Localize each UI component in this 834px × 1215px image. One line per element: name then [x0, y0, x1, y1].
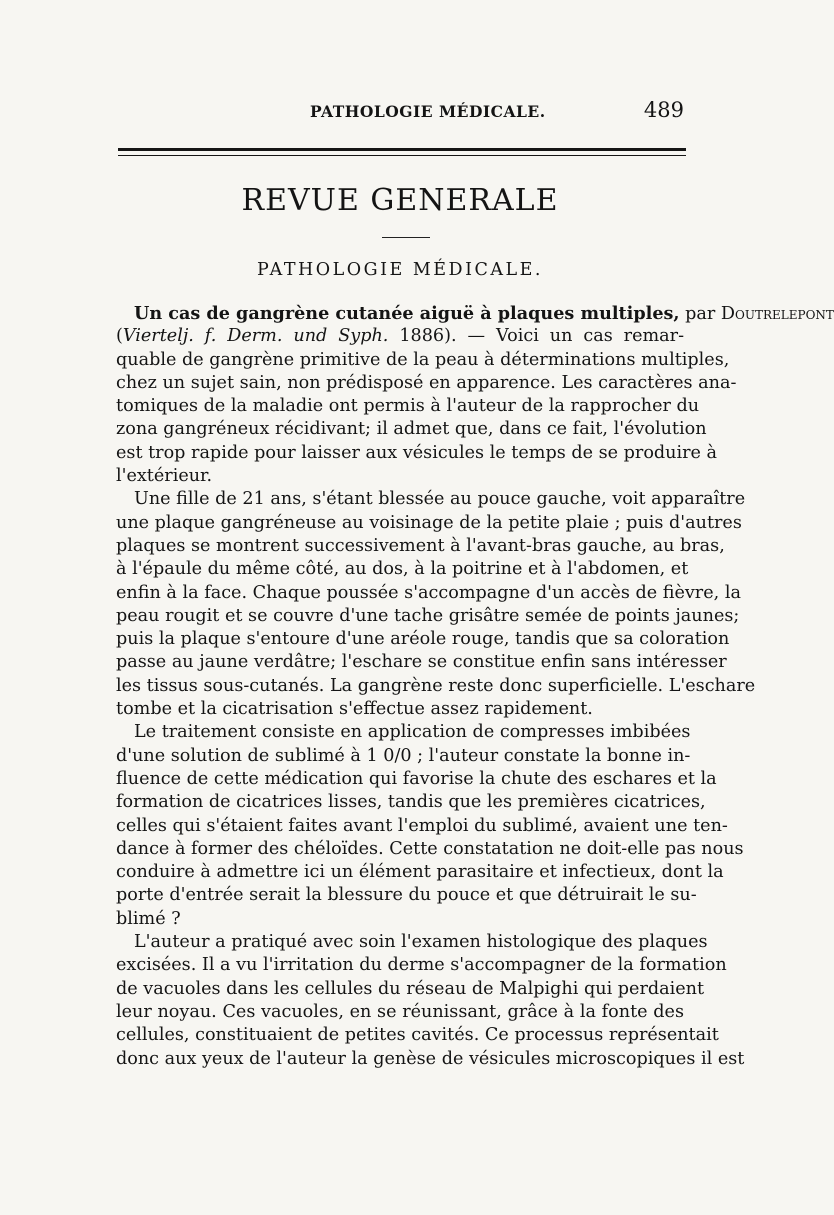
text-line: tombe et la cicatrisation s'effectue assez rapidement. — [116, 699, 593, 720]
article-heading-line — [116, 302, 834, 325]
text-line: Une fille de 21 ans, s'étant blessée au pouce gauche, voit apparaître — [134, 489, 746, 510]
text-line: les tissus sous-cutanés. La gangrène reste donc superficielle. L'eschare — [116, 675, 756, 696]
text-line: chez un sujet sain, non prédisposé en apparence. Les caractères ana- — [116, 372, 737, 393]
text-line: à l'épaule du même côté, au dos, à la poitrine et à l'abdomen, et — [116, 559, 689, 580]
text-line: porte d'entrée serait la blessure du pouce et que détruirait le su- — [116, 885, 697, 906]
journal-name: Viertelj. f. Derm. und Syph. — [122, 326, 389, 347]
text-line: blimé ? — [116, 908, 181, 929]
text-line: leur noyau. Ces vacuoles, en se réunissant, grâce à la fonte des — [116, 1001, 684, 1022]
text-line: l'extérieur. — [116, 466, 213, 487]
text-line: passe au jaune verdâtre; l'eschare se constitue enfin sans intéresser — [116, 652, 727, 673]
text-line: d'une solution de sublimé à 1 0/0 ; l'auteur constate la bonne in- — [116, 745, 691, 766]
running-head — [118, 98, 688, 128]
text-line: enfin à la face. Chaque poussée s'accompagne d'un accès de fièvre, la — [116, 582, 741, 603]
section-divider — [382, 237, 430, 238]
header-rule-thin — [118, 155, 686, 156]
text-line: tomiques de la maladie ont permis à l'auteur de la rapprocher du — [116, 396, 700, 417]
text-line: L'auteur a pratiqué avec soin l'examen histologique des plaques — [134, 932, 708, 953]
paragraph-1-start: Voici un cas remar- — [496, 326, 685, 347]
text-line: cellules, constituaient de petites cavités. Ce processus représentait — [116, 1025, 719, 1046]
text-line: celles qui s'étaient faites avant l'emploi du sublimé, avaient une ten- — [116, 815, 728, 836]
text-line: excisées. Il a vu l'irritation du derme s'accompagner de la formation — [116, 955, 727, 976]
article-title: Un cas de gangrène cutanée aiguë à plaques multiples, — [134, 303, 680, 324]
text-line: Le traitement consiste en application de compresses imbibées — [134, 722, 691, 743]
article-citation-line — [116, 325, 684, 348]
text-line: conduire à admettre ici un élément parasitaire et infectieux, dont la — [116, 862, 724, 883]
running-title: PATHOLOGIE MÉDICALE. — [310, 102, 546, 121]
journal-year: 1886). — — [399, 326, 486, 347]
byline-par: par — [685, 304, 716, 324]
citation-open-paren: ( — [116, 326, 123, 347]
text-line: donc aux yeux de l'auteur la genèse de vésicules microscopiques il est — [116, 1048, 745, 1069]
text-line: puis la plaque s'entoure d'une aréole rouge, tandis que sa coloration — [116, 629, 730, 650]
article-author: Doutrelepont — [720, 304, 834, 324]
text-line: plaques se montrent successivement à l'avant-bras gauche, au bras, — [116, 535, 725, 556]
text-line: une plaque gangréneuse au voisinage de la petite plaie ; puis d'autres — [116, 512, 742, 533]
header-rule-thick — [118, 148, 686, 151]
section-title: REVUE GENERALE — [241, 183, 559, 218]
text-line: zona gangréneux récidivant; il admet que, dans ce fait, l'évolution — [116, 419, 707, 440]
text-line: quable de gangrène primitive de la peau à déterminations multiples, — [116, 349, 730, 370]
article-body — [116, 302, 834, 1071]
subsection-title: PATHOLOGIE MÉDICALE. — [257, 260, 543, 280]
text-line: peau rougit et se couvre d'une tache grisâtre semée de points jaunes; — [116, 605, 740, 626]
text-line: dance à former des chéloïdes. Cette constatation ne doit-elle pas nous — [116, 838, 744, 859]
text-line: est trop rapide pour laisser aux vésicules le temps de se produire à — [116, 442, 718, 463]
text-line: fluence de cette médication qui favorise la chute des eschares et la — [116, 768, 717, 789]
page-number: 489 — [643, 98, 684, 122]
text-line: de vacuoles dans les cellules du réseau de Malpighi qui perdaient — [116, 978, 705, 999]
text-line: formation de cicatrices lisses, tandis que les premières cicatrices, — [116, 792, 706, 813]
